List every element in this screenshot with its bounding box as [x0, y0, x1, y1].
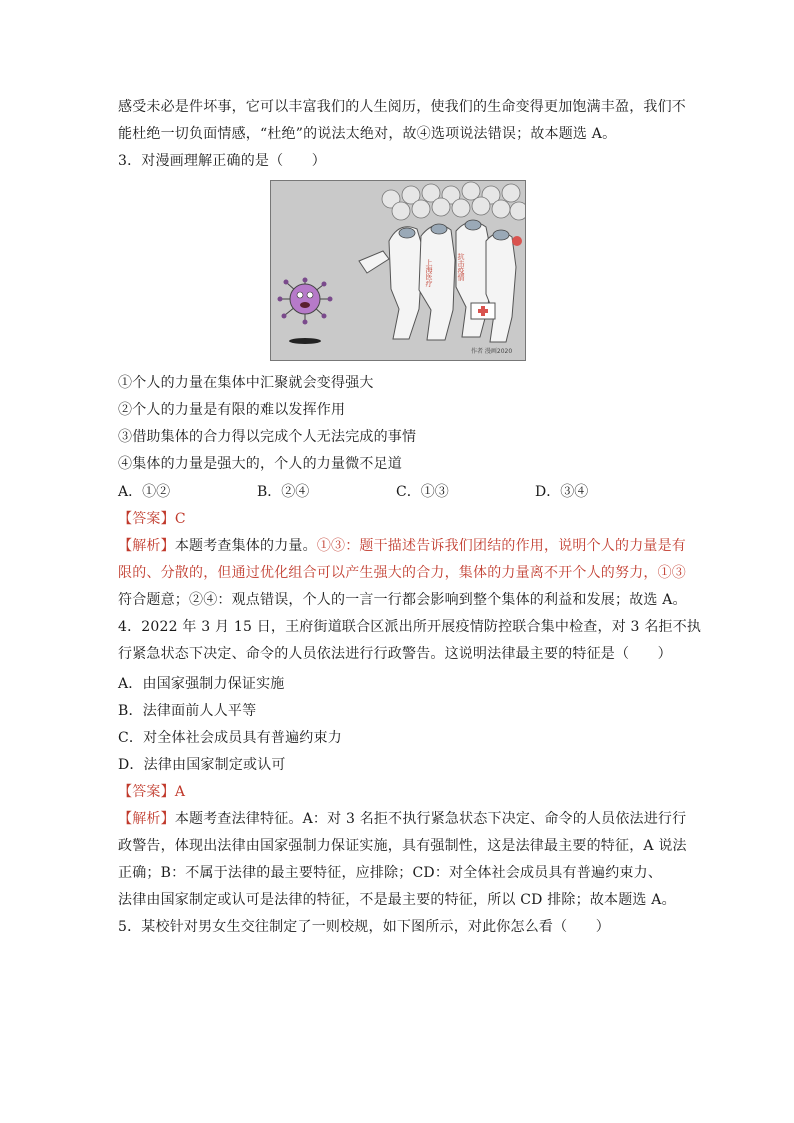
q3-option-c: C．①③	[396, 484, 449, 500]
q4-option-c: C．对全体社会成员具有普遍约束力	[118, 730, 342, 746]
suit-label-1: 上海医疗	[425, 259, 433, 287]
q3-analysis-line-2	[118, 564, 687, 582]
suit-label-2: 抗击疫情	[457, 253, 465, 281]
red-cross-icon	[512, 236, 522, 246]
q3-option-d: D．③④	[535, 484, 589, 500]
q4-option-a: A．由国家强制力保证实施	[118, 676, 285, 692]
q3-option-a: A．①②	[118, 484, 171, 500]
q3-option-b: B．②④	[257, 484, 310, 500]
analysis-label: 【解析】	[118, 538, 175, 554]
analysis-text: 本题考查集体的力量。	[174, 538, 317, 554]
q4-analysis-line-3: 正确；B：不属于法律的最主要特征，应排除；CD：对全体社会成员具有普遍约束力、	[118, 865, 663, 881]
answer-label: 【答案】	[118, 784, 175, 800]
q3-analysis-line-3: 符合题意；②④：观点错误，个人的一言一行都会影响到整个集体的利益和发展；故选 A。	[118, 592, 687, 608]
cartoon-drawing	[271, 181, 525, 360]
q4-analysis-line-4: 法律由国家制定或认可是法律的特征，不是最主要的特征，所以 CD 排除；故本题选 A。	[118, 892, 676, 908]
q3-analysis-line-1	[118, 537, 687, 555]
medical-kit-icon	[471, 303, 495, 319]
q3-statement-3: ③借助集体的合力得以完成个人无法完成的事情	[118, 429, 417, 445]
virus-icon	[278, 278, 333, 345]
q4-analysis-line-2: 政警告，体现出法律由国家强制力保证实施，具有强制性，这是法律最主要的特征，A 说法	[118, 838, 687, 854]
q5-stem: 5．某校针对男女生交往制定了一则校规，如下图所示，对此你怎么看（ ）	[118, 919, 610, 935]
answer-label: 【答案】	[118, 511, 175, 527]
prev-explanation-line-2: 能杜绝一切负面情感，“杜绝”的说法太绝对，故④选项说法错误；故本题选 A。	[118, 126, 617, 142]
answer-value: C	[174, 511, 186, 527]
analysis-text: 本题考查法律特征。A：对 3 名拒不执行紧急状态下决定、命令的人员依法进行行	[174, 811, 687, 827]
q4-option-d: D．法律由国家制定或认可	[118, 757, 286, 773]
analysis-text-highlight: ①③	[657, 565, 687, 581]
cartoon-illustration	[270, 180, 526, 361]
analysis-text-highlight: 限的、分散的，但通过优化组合可以产生强大的合力，集体的力量离不开个人的努力，	[118, 565, 658, 581]
q4-stem-line-2: 行紧急状态下决定、命令的人员依法进行行政警告。这说明法律最主要的特征是（ ）	[118, 646, 672, 662]
q4-stem-line-1: 4．2022 年 3 月 15 日，王府街道联合区派出所开展疫情防控联合集中检查，对 3 名拒不执	[118, 619, 702, 635]
q3-statement-4: ④集体的力量是强大的，个人的力量微不足道	[118, 456, 402, 472]
q3-statement-1: ①个人的力量在集体中汇聚就会变得强大	[118, 375, 374, 391]
cartoon-signature: 作者 漫画2020	[471, 348, 513, 355]
q3-answer	[118, 510, 678, 528]
q3-statement-2: ②个人的力量是有限的难以发挥作用	[118, 402, 346, 418]
prev-explanation-line-1: 感受未必是件坏事，它可以丰富我们的人生阅历，使我们的生命变得更加饱满丰盈，我们不	[118, 99, 686, 115]
q4-option-b: B．法律面前人人平等	[118, 703, 257, 719]
q3-stem: 3．对漫画理解正确的是（ ）	[118, 153, 326, 169]
analysis-label: 【解析】	[118, 811, 175, 827]
analysis-text-highlight: ①③：题干描述告诉我们团结的作用，说明个人的力量是有	[316, 538, 687, 554]
q4-answer	[118, 783, 678, 801]
answer-value: A	[174, 784, 186, 800]
q4-analysis-line-1	[118, 810, 687, 828]
